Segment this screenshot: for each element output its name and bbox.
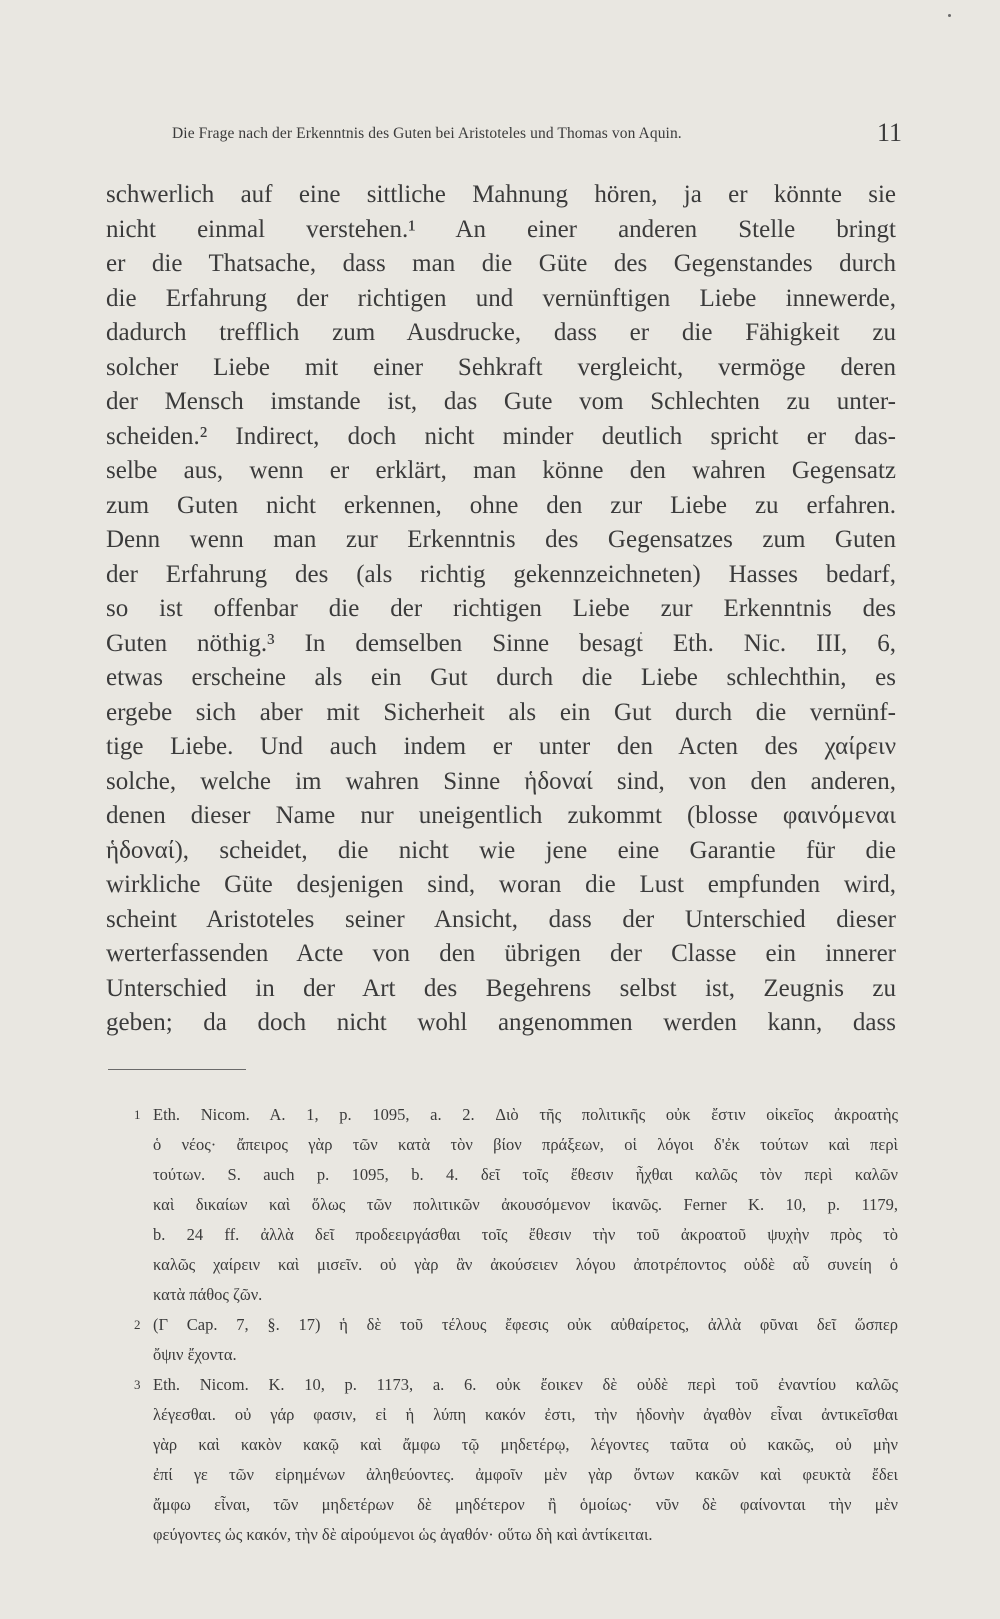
body-line: etwas erscheine als ein Gut durch die Liebe schlechthin, es [106,664,896,691]
footnote-line: ἄμφω εἶναι, τῶν μηδετέρων δὲ μηδέτερον ἢ ὁμοίως· νῦν δὲ φαίνονται τὴν μὲν [153,1495,898,1514]
body-line: solcher Liebe mit einer Sehkraft vergleicht, vermöge deren [106,353,896,381]
body-line: solche, welche im wahren Sinne ἡδοναί sind, von den anderen, [106,767,896,795]
body-line: der Erfahrung des (als richtig gekennzeichneten) Hasses bedarf, [106,560,896,588]
footnote-line: ὄψιν ἔχοντα. [153,1345,237,1364]
body-line: ἡδοναί), scheidet, die nicht wie jene eine Garantie für die [106,836,896,864]
footnote-line: Eth. Nicom. A. 1, p. 1095, a. 2. Διὸ τῆς πολιτικῆς οὐκ ἔστιν οἰκεῖος ἀκροατὴς [153,1105,898,1124]
body-line: schwerlich auf eine sittliche Mahnung hören, ja er könnte sie [106,181,896,208]
footnote-line: καὶ δικαίων καὶ ὅλως τῶν πολιτικῶν ἀκουσόμενον ἱκανῶς. Ferner K. 10, p. 1179, [153,1195,898,1214]
footnote-line: καλῶς χαίρειν καὶ μισεῖν. οὐ γὰρ ἂν ἀκούσειεν λόγου ἀποτρέποντος οὐδὲ αὖ συνείη ὁ [153,1255,898,1274]
footnote-line: τούτων. S. auch p. 1095, b. 4. δεῖ τοῖς ἔθεσιν ἦχθαι καλῶς τὸν περὶ καλῶν [153,1165,898,1184]
footnote-marker: 2 [134,1317,141,1332]
running-head [172,118,902,152]
footnotes [136,1100,898,1550]
footnote-line: ὁ νέος· ἄπειρος γὰρ τῶν κατὰ τὸν βίον πράξεων, οἱ λόγοι δ'ἐκ τούτων καὶ περὶ [153,1135,898,1154]
footnote-marker: 3 [134,1377,141,1392]
footnote-line: Eth. Nicom. K. 10, p. 1173, a. 6. οὐκ ἔοικεν δὲ οὐδὲ περὶ τοῦ ἐναντίου καλῶς [153,1375,898,1394]
footnote-line: κατὰ πάθος ζῶν. [153,1285,263,1304]
body-line: Unterschied in der Art des Begehrens selbst ist, Zeugnis zu [106,974,896,1002]
body-line: ergebe sich aber mit Sicherheit als ein Gut durch die vernünf- [106,698,896,726]
body-line: dadurch trefflich zum Ausdrucke, dass er die Fähigkeit zu [106,319,896,346]
body-line: er die Thatsache, dass man die Güte des Gegenstandes durch [106,250,896,277]
footnote-line: (Γ Cap. 7, §. 17) ἡ δὲ τοῦ τέλους ἔφεσις οὐκ αὐθαίρετος, ἀλλὰ φῦναι δεῖ ὥσπερ [153,1315,898,1334]
body-line: denen dieser Name nur uneigentlich zukommt (blosse φαινόμεναι [106,802,896,829]
footnote-1 [136,1100,898,1310]
body-line: der Mensch imstande ist, das Gute vom Schlechten zu unter- [106,388,896,415]
footnote-marker: 1 [134,1107,141,1122]
body-line: zum Guten nicht erkennen, ohne den zur Liebe zu erfahren. [106,491,896,519]
body-line: die Erfahrung der richtigen und vernünftigen Liebe innewerde, [106,284,896,312]
footnote-line: λέγεσθαι. οὐ γάρ φασιν, εἰ ἡ λύπη κακόν ἐστι, τὴν ἡδονὴν ἀγαθὸν εἶναι ἀντικεῖσθαι [153,1405,898,1424]
footnote-line: ἐπί γε τῶν εἰρημένων ἀληθεύοντες. ἀμφοῖν μὲν γὰρ ὄντων κακῶν καὶ φευκτὰ ἔδει [153,1465,898,1484]
body-line: geben; da doch nicht wohl angenommen werden kann, dass [106,1009,896,1036]
page-number: 11 [876,118,902,147]
body-line: scheiden.² Indirect, doch nicht minder deutlich spricht er das- [106,422,896,450]
body-line: scheint Aristoteles seiner Ansicht, dass der Unterschied dieser [106,905,896,933]
footnote-line: γὰρ καὶ κακὸν κακῷ καὶ ἄμφω τῷ μηδετέρῳ, λέγοντες ταῦτα οὐ κακῶς, οὐ μὴν [153,1435,898,1454]
footnote-2 [136,1310,898,1370]
body-line: nicht einmal verstehen.¹ An einer anderen Stelle bringt [106,215,896,243]
running-title: Die Frage nach der Erkenntnis des Guten bei Aristoteles und Thomas von Aquin. [172,125,682,142]
footnote-line: b. 24 ff. ἀλλὰ δεῖ προδεειργάσθαι τοῖς ἔθεσιν τὴν τοῦ ἀκροατοῦ ψυχὴν πρὸς τὸ [153,1225,898,1244]
body-line: Guten nöthig.³ In demselben Sinne besagt Eth. Nic. III, 6, [106,629,896,657]
body-line: tige Liebe. Und auch indem er unter den Acten des χαίρειν [106,733,896,760]
body-line: Denn wenn man zur Erkenntnis des Gegensatzes zum Guten [106,526,896,553]
footnote-rule [108,1069,246,1070]
footnote-line: φεύγοντες ὡς κακόν, τὴν δὲ αἱρούμενοι ὡς ἀγαθόν· οὕτω δὴ καὶ ἀντίκειται. [153,1525,653,1544]
body-line: so ist offenbar die der richtigen Liebe zur Erkenntnis des [106,595,896,622]
paper-speck [948,14,951,17]
footnote-3 [136,1370,898,1550]
body-line: wirkliche Güte desjenigen sind, woran die Lust empfunden wird, [106,871,896,898]
body-line: werterfassenden Acte von den übrigen der Classe ein innerer [106,940,896,967]
body-text [106,178,896,1041]
body-line: selbe aus, wenn er erklärt, man könne den wahren Gegensatz [106,457,896,484]
